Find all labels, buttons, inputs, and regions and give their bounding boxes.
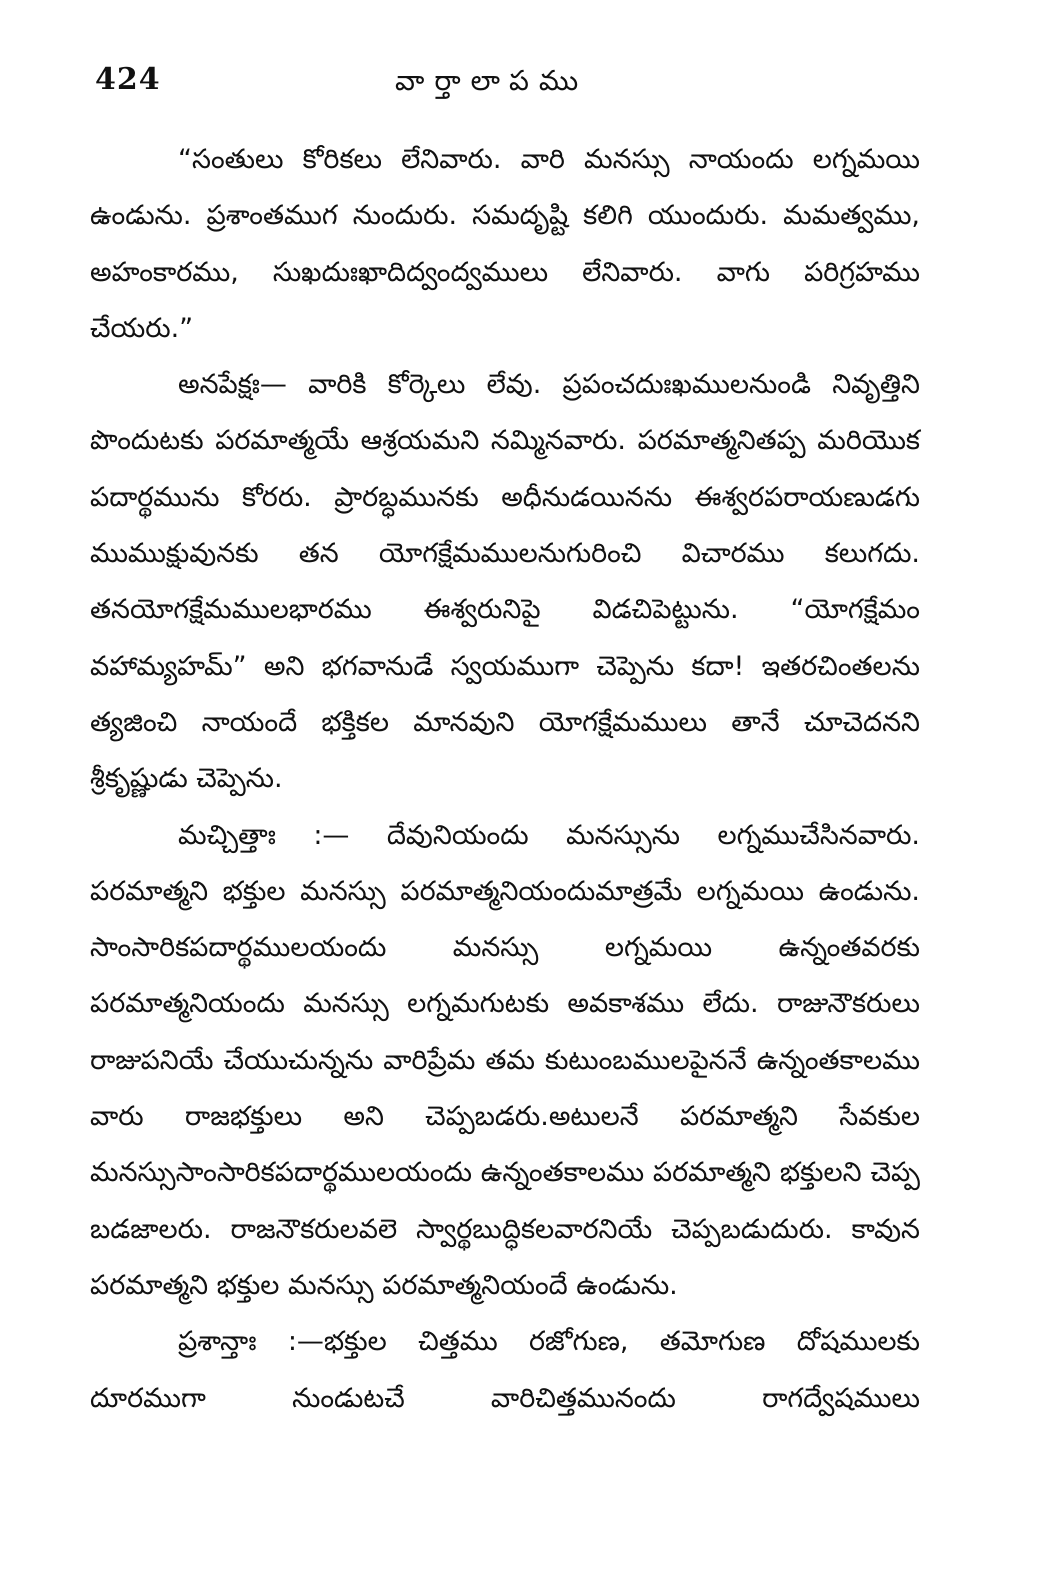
running-title: వార్తాలాపము: [395, 64, 589, 97]
paragraph-anapekshah: అనపేక్షః— వారికి కోర్కెలు లేవు. ప్రపంచదుఃఖములనుండి నివృత్తిని పొందుటకు పరమాత్మయే ఆశ్రయమని నమ్మినవారు. పరమాత్మనితప్ప మరియొక పదార్థమును కోరరు. ప్రారబ్ధమునకు అధీనుడయినను ఈశ్వరపరాయణుడగు ముముక్షువునకు తన యోగక్షేమములనుగురించి విచారము కలుగదు. తనయోగక్షేమములభారము ఈశ్వరునిపై విడచిపెట్టును. “యోగక్షేమం వహామ్యహమ్” అని భగవానుడే స్వయముగా చెప్పెను కదా! ఇతరచింతలను త్యజించి నాయందే భక్తికల మానవుని యోగక్షేమములు తానే చూచెదనని శ్రీకృష్ణుడు చెప్పెను.: [90, 369, 920, 795]
page-header: [95, 62, 935, 112]
page-number: 424: [95, 62, 161, 97]
paragraph-macchittah: మచ్చిత్తాః :— దేవునియందు మనస్సును లగ్నముచేసినవారు. పరమాత్మని భక్తుల మనస్సు పరమాత్మనియందుమాత్రమే లగ్నమయి ఉండును. సాంసారికపదార్థములయందు మనస్సు లగ్నమయి ఉన్నంతవరకు పరమాత్మనియందు మనస్సు లగ్నమగుటకు అవకాశము లేదు. రాజునౌకరులు రాజుపనియే చేయుచున్నను వారిప్రేమ తమ కుటుంబములపైననే ఉన్నంతకాలము వారు రాజభక్తులు అని చెప్పబడరు.అటులనే పరమాత్మని సేవకుల మనస్సుసాంసారికపదార్థములయందు ఉన్నంతకాలము పరమాత్మని భక్తులని చెప్ప బడజాలరు. రాజనౌకరులవలె స్వార్థబుద్ధికలవారనియే చెప్పబడుదురు. కావున పరమాత్మని భక్తుల మనస్సు పరమాత్మనియందే ఉండును.: [90, 819, 920, 1301]
paragraph-quote: “సంతులు కోరికలు లేనివారు. వారి మనస్సు నాయందు లగ్నమయి ఉండును. ప్రశాంతముగ నుందురు. సమదృష్టి కలిగి యుందురు. మమత్వము, అహంకారము, సుఖదుఃఖాదిద్వంద్వములు లేనివారు. వాగు పరిగ్రహము చేయరు.”: [90, 144, 920, 344]
paragraph-prashantah: ప్రశాన్తాః :—భక్తుల చిత్తము రజోగుణ, తమోగుణ దోషములకు దూరముగా నుండుటచే వారిచిత్తమునందు రాగద్వేషములు: [90, 1326, 920, 1414]
body-text: [90, 132, 920, 1427]
